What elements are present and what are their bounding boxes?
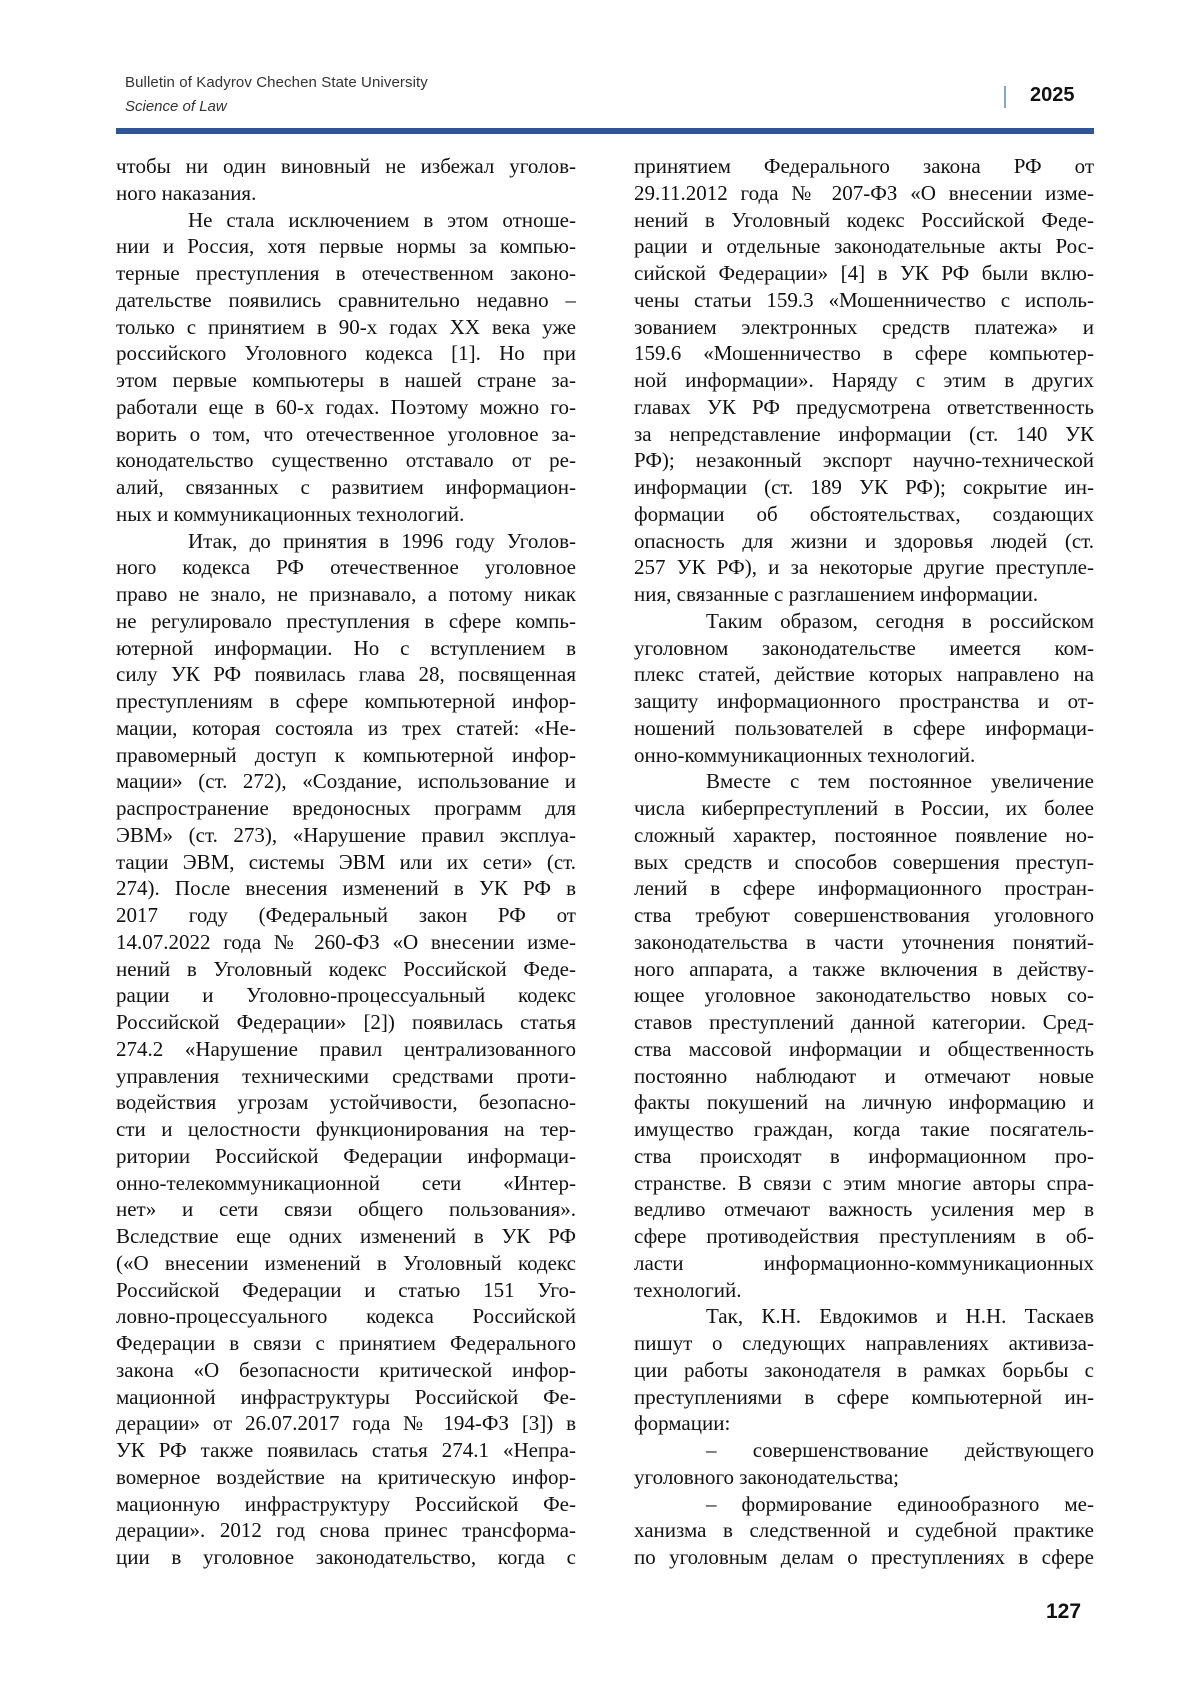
text-line: Российской Федерации» [2]) появилась статья [116, 1009, 576, 1036]
text-line: технологий. [634, 1277, 1094, 1304]
text-line: зованием электронных средств платежа» и [634, 314, 1094, 341]
page-number: 127 [1046, 1600, 1081, 1624]
text-line: ЭВМ» (ст. 273), «Нарушение правил эксплуа- [116, 822, 576, 849]
text-line: УК РФ также появилась статья 274.1 «Непра- [116, 1437, 576, 1464]
text-line: работали еще в 60-х годах. Поэтому можно го- [116, 394, 576, 421]
text-line: вомерное воздействие на критическую инфор- [116, 1464, 576, 1491]
text-line: дательстве появились сравнительно недавно – [116, 287, 576, 314]
text-line: 14.07.2022 года № 260-ФЗ «О внесении изме- [116, 929, 576, 956]
text-line: принятием Федерального закона РФ от [634, 153, 1094, 180]
text-line: нет» и сети связи общего пользования». [116, 1196, 576, 1223]
journal-title: Bulletin of Kadyrov Chechen State University [125, 74, 428, 91]
text-line: 2017 году (Федеральный закон РФ от [116, 902, 576, 929]
text-line: сти и целостности функционирования на тер- [116, 1116, 576, 1143]
text-line: информации (ст. 189 УК РФ); сокрытие ин- [634, 474, 1094, 501]
text-line: ханизма в следственной и судебной практике [634, 1517, 1094, 1544]
text-line: Так, К.Н. Евдокимов и Н.Н. Таскаев [634, 1303, 1094, 1330]
text-line: конодательство существенно отставало от ре- [116, 447, 576, 474]
paragraph [116, 528, 576, 1571]
paragraph [116, 153, 576, 207]
paragraph [634, 1437, 1094, 1491]
text-line: водействия угрозам устойчивости, безопасно- [116, 1089, 576, 1116]
text-line: дерации». 2012 год снова принес трансформа- [116, 1517, 576, 1544]
text-line: чтобы ни один виновный не избежал уголов- [116, 153, 576, 180]
text-line: ства требуют совершенствования уголовного [634, 902, 1094, 929]
text-line: мации, которая состояла из трех статей: «Не- [116, 715, 576, 742]
text-line: преступлениями в сфере компьютерной ин- [634, 1384, 1094, 1411]
text-line: распространение вредоносных программ для [116, 795, 576, 822]
paragraph [634, 153, 1094, 608]
text-line: правомерный доступ к компьютерной инфор- [116, 742, 576, 769]
text-line: ритории Российской Федерации информаци- [116, 1143, 576, 1170]
text-line: ного аппарата, а также включения в действу- [634, 956, 1094, 983]
text-line: формации: [634, 1410, 1094, 1437]
issue-year: 2025 [1030, 84, 1075, 107]
text-line: ного наказания. [116, 180, 576, 207]
text-line: сложный характер, постоянное появление но- [634, 822, 1094, 849]
text-line: числа киберпреступлений в России, их более [634, 795, 1094, 822]
text-line: этом первые компьютеры в нашей стране за- [116, 367, 576, 394]
paragraph [634, 608, 1094, 769]
text-line: 257 УК РФ), и за некоторые другие преступле- [634, 554, 1094, 581]
text-line: мации» (ст. 272), «Создание, использование и [116, 768, 576, 795]
text-line: алий, связанных с развитием информацион- [116, 474, 576, 501]
text-line: ставов преступлений данной категории. Сред- [634, 1009, 1094, 1036]
text-line: имущество граждан, когда такие посягатель- [634, 1116, 1094, 1143]
text-line: опасность для жизни и здоровья людей (ст. [634, 528, 1094, 555]
text-line: 274). После внесения изменений в УК РФ в [116, 875, 576, 902]
text-line: управления техническими средствами проти- [116, 1063, 576, 1090]
text-line: нений в Уголовный кодекс Российской Феде- [116, 956, 576, 983]
text-line: – формирование единообразного ме- [634, 1491, 1094, 1518]
text-line: ства происходят в информационном про- [634, 1143, 1094, 1170]
text-line: ции в уголовное законодательство, когда с [116, 1544, 576, 1571]
text-line: ведливо отмечают важность усиления мер в [634, 1196, 1094, 1223]
text-line: плекс статей, действие которых направлено на [634, 661, 1094, 688]
text-line: право не знало, не признавало, а потому никак [116, 581, 576, 608]
text-line: нений в Уголовный кодекс Российской Феде- [634, 207, 1094, 234]
text-line: Российской Федерации и статью 151 Уго- [116, 1277, 576, 1304]
text-line: ного кодекса РФ отечественное уголовное [116, 554, 576, 581]
journal-section: Science of Law [125, 98, 227, 115]
text-line: ции работы законодателя в рамках борьбы с [634, 1357, 1094, 1384]
text-line: Вследствие еще одних изменений в УК РФ [116, 1223, 576, 1250]
text-line: мационную инфраструктуру Российской Фе- [116, 1491, 576, 1518]
text-line: лений в сфере информационного простран- [634, 875, 1094, 902]
text-line: тации ЭВМ, системы ЭВМ или их сети» (ст. [116, 849, 576, 876]
text-line: ной информации». Наряду с этим в других [634, 367, 1094, 394]
text-line: дерации» от 26.07.2017 года № 194-ФЗ [3]) в [116, 1410, 576, 1437]
text-line: мационной инфраструктуры Российской Фе- [116, 1384, 576, 1411]
text-line: рации и Уголовно-процессуальный кодекс [116, 982, 576, 1009]
text-line: ласти информационно-коммуникационных [634, 1250, 1094, 1277]
text-line: российского Уголовного кодекса [1]. Но при [116, 340, 576, 367]
text-line: формации об обстоятельствах, создающих [634, 501, 1094, 528]
text-line: сфере противодействия преступлениям в об- [634, 1223, 1094, 1250]
right-column [634, 153, 1094, 1571]
text-line: ния, связанные с разглашением информации. [634, 581, 1094, 608]
text-line: 159.6 «Мошенничество в сфере компьютер- [634, 340, 1094, 367]
text-line: 29.11.2012 года № 207-ФЗ «О внесении изме- [634, 180, 1094, 207]
text-line: закона «О безопасности критической инфор- [116, 1357, 576, 1384]
text-line: законодательства в части уточнения понятий- [634, 929, 1094, 956]
text-line: вых средств и способов совершения преступ- [634, 849, 1094, 876]
text-line: только с принятием в 90-х годах XX века уже [116, 314, 576, 341]
text-line: уголовного законодательства; [634, 1464, 1094, 1491]
text-line: защиту информационного пространства и от- [634, 688, 1094, 715]
paragraph [116, 207, 576, 528]
text-line: онно-телекоммуникационной сети «Интер- [116, 1170, 576, 1197]
text-line: Таким образом, сегодня в российском [634, 608, 1094, 635]
text-line: ловно-процессуального кодекса Российской [116, 1303, 576, 1330]
paragraph [634, 768, 1094, 1303]
text-line: постоянно наблюдают и отмечают новые [634, 1063, 1094, 1090]
text-line: уголовном законодательстве имеется ком- [634, 635, 1094, 662]
text-line: Федерации в связи с принятием Федерального [116, 1330, 576, 1357]
text-line: – совершенствование действующего [634, 1437, 1094, 1464]
text-line: факты покушений на личную информацию и [634, 1089, 1094, 1116]
text-line: онно-коммуникационных технологий. [634, 742, 1094, 769]
text-line: ства массовой информации и общественность [634, 1036, 1094, 1063]
text-line: ютерной информации. Но с вступлением в [116, 635, 576, 662]
text-line: нии и Россия, хотя первые нормы за компью- [116, 233, 576, 260]
text-line: не регулировало преступления в сфере компь- [116, 608, 576, 635]
text-line: силу УК РФ появилась глава 28, посвященная [116, 661, 576, 688]
text-line: за непредставление информации (ст. 140 УК [634, 421, 1094, 448]
header-rule [116, 128, 1094, 134]
text-line: РФ); незаконный экспорт научно-технической [634, 447, 1094, 474]
text-line: («О внесении изменений в Уголовный кодекс [116, 1250, 576, 1277]
text-line: ворить о том, что отечественное уголовное за- [116, 421, 576, 448]
text-line: странстве. В связи с этим многие авторы спра- [634, 1170, 1094, 1197]
header-divider [1004, 86, 1006, 108]
text-line: чены статьи 159.3 «Мошенничество с исполь- [634, 287, 1094, 314]
text-line: терные преступления в отечественном законо- [116, 260, 576, 287]
text-line: рации и отдельные законодательные акты Рос- [634, 233, 1094, 260]
paragraph [634, 1303, 1094, 1437]
text-line: по уголовным делам о преступлениях в сфере [634, 1544, 1094, 1571]
text-line: ющее уголовное законодательство новых со- [634, 982, 1094, 1009]
text-line: Не стала исключением в этом отноше- [116, 207, 576, 234]
left-column [116, 153, 576, 1571]
text-line: Итак, до принятия в 1996 году Уголов- [116, 528, 576, 555]
text-line: ных и коммуникационных технологий. [116, 501, 576, 528]
text-line: пишут о следующих направлениях активиза- [634, 1330, 1094, 1357]
text-line: ношений пользователей в сфере информаци- [634, 715, 1094, 742]
paragraph [634, 1491, 1094, 1571]
text-line: главах УК РФ предусмотрена ответственность [634, 394, 1094, 421]
text-line: 274.2 «Нарушение правил централизованного [116, 1036, 576, 1063]
text-line: Вместе с тем постоянное увеличение [634, 768, 1094, 795]
text-line: сийской Федерации» [4] в УК РФ были вклю- [634, 260, 1094, 287]
text-line: преступлениям в сфере компьютерной инфор- [116, 688, 576, 715]
